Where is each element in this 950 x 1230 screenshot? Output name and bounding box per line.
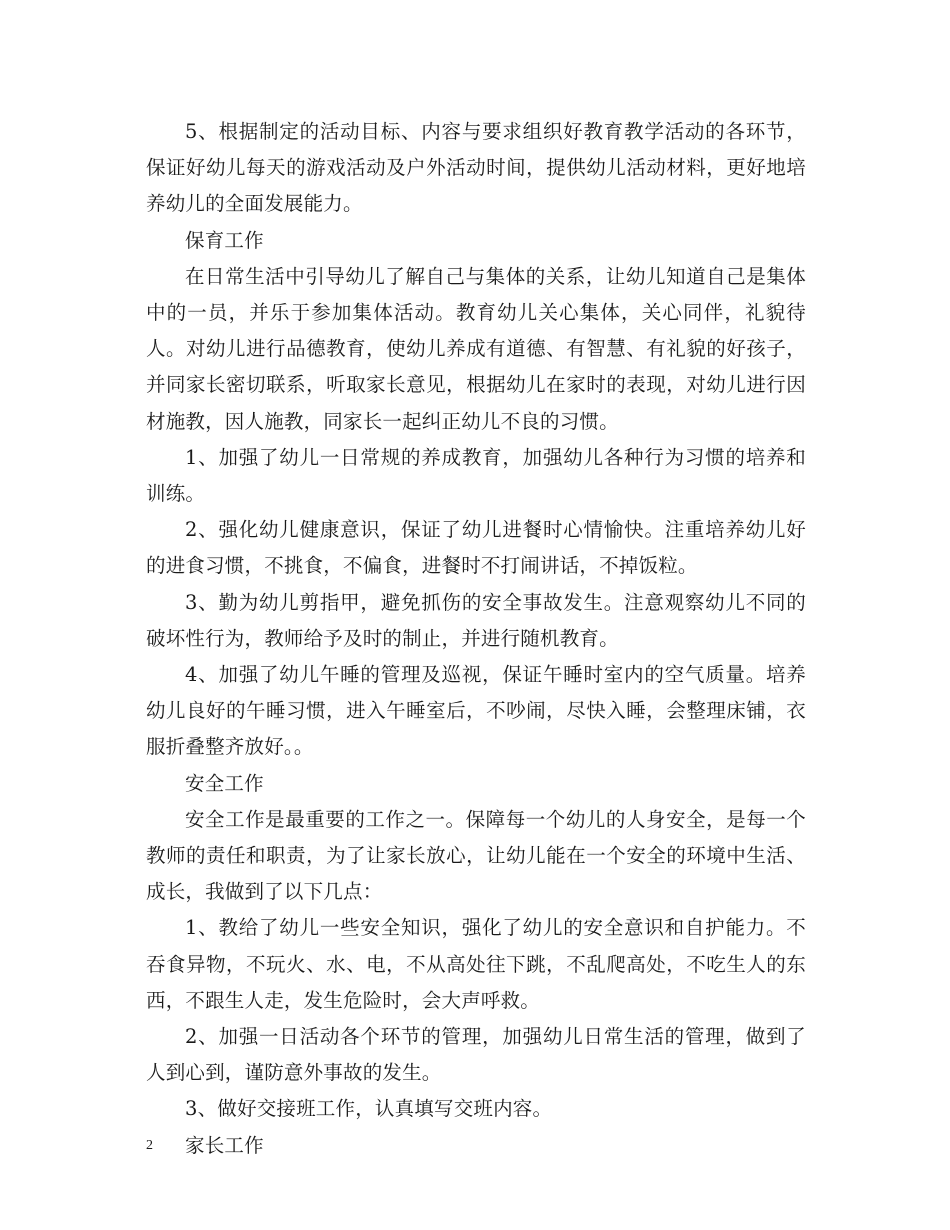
paragraph-safety-3: 3、做好交接班工作，认真填写交班内容。 [185,1097,553,1121]
document-body [146,114,806,1164]
paragraph-safety-1: 1、教给了幼儿一些安全知识，强化了幼儿的安全意识和自护能力。不吞食异物，不玩火、水、电，不从高处往下跳，不乱爬高处，不吃生人的东西，不跟生人走，发生危险时，会大声呼救。 [146,916,806,1012]
section-heading-safety-work: 安全工作 [185,771,264,795]
paragraph-care-3: 3、勤为幼儿剪指甲，避免抓伤的安全事故发生。注意观察幼儿不同的破坏性行为，教师给予及时的制止，并进行随机教育。 [146,590,806,650]
paragraph-care-1: 1、加强了幼儿一日常规的养成教育，加强幼儿各种行为习惯的培养和训练。 [146,445,806,506]
paragraph-care-4: 4、加强了幼儿午睡的管理及巡视，保证午睡时室内的空气质量。培养幼儿良好的午睡习惯，进入午睡室后，不吵闹，尽快入睡，会整理床铺，衣服折叠整齐放好。。 [146,663,806,759]
section-heading-care-work: 保育工作 [185,228,264,252]
page-number: 2 [146,1138,153,1153]
paragraph-care-intro: 在日常生活中引导幼儿了解自己与集体的关系，让幼儿知道自己是集体中的一员，并乐于参加集体活动。教育幼儿关心集体，关心同伴，礼貌待人。对幼儿进行品德教育，使幼儿养成有道德、有智慧、有礼貌的好孩子，并同家长密切联系，听取家长意见，根据幼儿在家时的表现，对幼儿进行因材施教，因人施教，同家长一起纠正幼儿不良的习惯。 [146,264,806,433]
paragraph-care-2: 2、强化幼儿健康意识，保证了幼儿进餐时心情愉快。注重培养幼儿好的进食习惯，不挑食，不偏食，进餐时不打闹讲话，不掉饭粒。 [146,518,806,578]
paragraph-safety-intro: 安全工作是最重要的工作之一。保障每一个幼儿的人身安全，是每一个教师的责任和职责，为了让家长放心，让幼儿能在一个安全的环境中生活、成长，我做到了以下几点： [146,807,806,904]
paragraph-safety-2: 2、加强一日活动各个环节的管理，加强幼儿日常生活的管理，做到了人到心到，谨防意外事故的发生。 [146,1025,806,1085]
section-heading-parent-work: 家长工作 [185,1133,264,1157]
paragraph-item-5: 5、根据制定的活动目标、内容与要求组织好教育教学活动的各环节，保证好幼儿每天的游戏活动及户外活动时间，提供幼儿活动材料，更好地培养幼儿的全面发展能力。 [146,120,806,216]
